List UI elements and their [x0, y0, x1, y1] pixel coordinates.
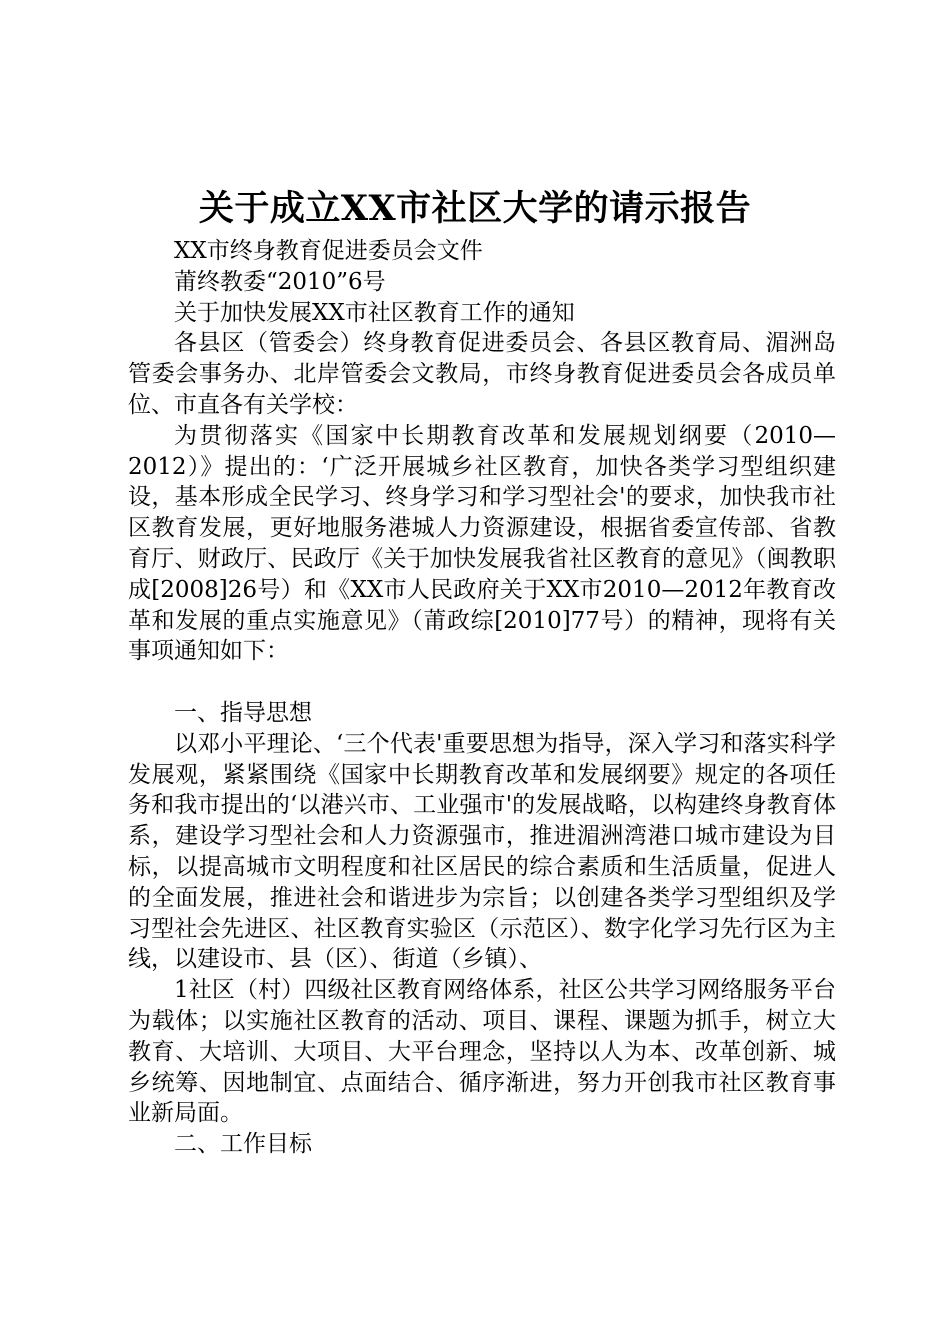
- paragraph-network-system: 1社区（村）四级社区教育网络体系，社区公共学习网络服务平台为载体；以实施社区教育的活动、项目、课程、课题为抓手，树立大教育、大培训、大项目、大平台理念，坚持以人为本、改革创新、城乡统筹、因地制宜、点面结合、循序渐进，努力开创我市社区教育事业新局面。: [128, 977, 836, 1127]
- header-line-doc-number: 莆终教委“2010”6号: [174, 268, 386, 295]
- document-title: 关于成立XX市社区大学的请示报告: [198, 188, 752, 229]
- header-line-notice-title: 关于加快发展XX市社区教育工作的通知: [174, 299, 575, 326]
- paragraph-guiding-ideology: 以邓小平理论、‘三个代表'重要思想为指导，深入学习和落实科学发展观，紧紧围绕《国家中长期教育改革和发展纲要》规定的各项任务和我市提出的‘以港兴市、工业强市'的发展战略，以构建终身教育体系，建设学习型社会和人力资源强市，推进湄洲湾港口城市建设为目标，以提高城市文明程度和社区居民的综合素质和生活质量，促进人的全面发展，推进社会和谐进步为宗旨；以创建各类学习型组织及学习型社会先进区、社区教育实验区（示范区）、数字化学习先行区为主线，以建设市、县（区）、街道（乡镇）、: [128, 730, 836, 973]
- paragraph-background: 为贯彻落实《国家中长期教育改革和发展规划纲要（2010—2012）》提出的：‘广泛开展城乡社区教育，加快各类学习型组织建设，基本形成全民学习、终身学习和学习型社会'的要求，加快我市社区教育发展，更好地服务港城人力资源建设，根据省委宣传部、省教育厅、财政厅、民政厅《关于加快发展我省社区教育的意见》（闽教职成[2008]26号）和《XX市人民政府关于XX市2010—2012年教育改革和发展的重点实施意见》（莆政综[2010]77号）的精神，现将有关事项通知如下：: [128, 422, 836, 665]
- blank-line: [128, 667, 836, 698]
- section-heading-guiding-ideology: 一、指导思想: [174, 699, 312, 726]
- paragraph-addressees: 各县区（管委会）终身教育促进委员会、各县区教育局、湄洲岛管委会事务办、北岸管委会文教局，市终身教育促进委员会各成员单位、市直各有关学校：: [128, 330, 836, 418]
- document-body: [128, 236, 836, 1160]
- header-line-issuer: XX市终身教育促进委员会文件: [174, 238, 483, 264]
- section-heading-work-goals: 二、工作目标: [174, 1131, 312, 1158]
